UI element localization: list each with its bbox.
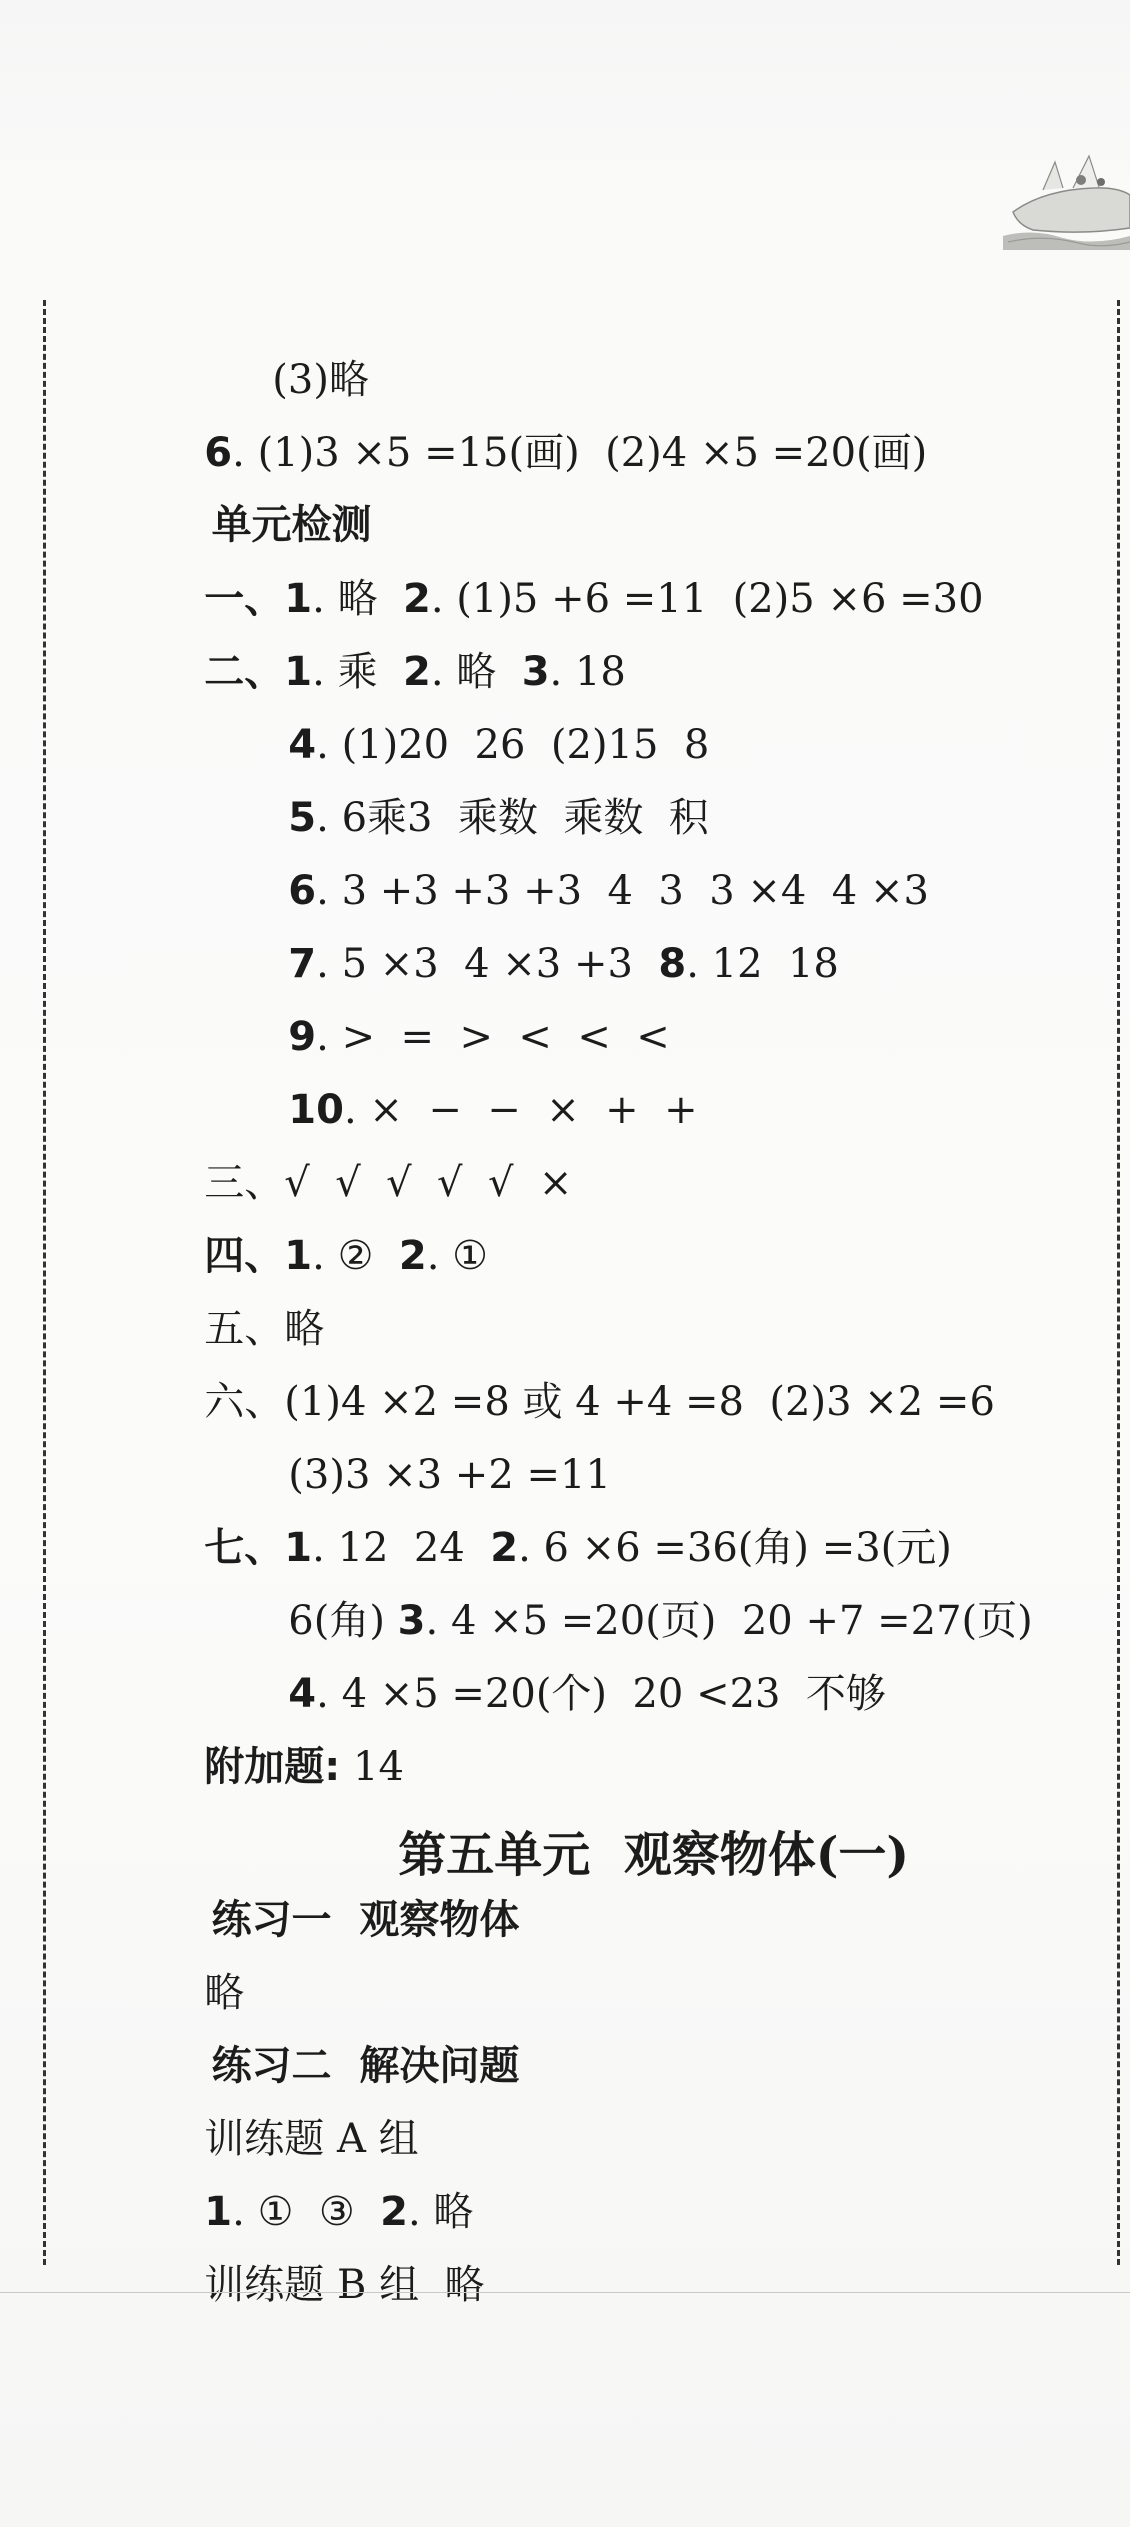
answer-text: . × − − × + +: [343, 1087, 698, 1133]
item-number: 8: [658, 941, 687, 987]
answer-text: 五、略: [204, 1306, 325, 1352]
answer-text: 6(角): [288, 1598, 398, 1644]
answer-text: . (1)5 +6 =11 (2)5 ×6 =30: [430, 576, 984, 622]
answer-text: . ②: [312, 1233, 399, 1279]
item-number: 10: [288, 1087, 344, 1133]
answer-text: 训练题 A 组: [204, 2116, 419, 2162]
answer-text: . > = > < < <: [316, 1014, 670, 1060]
answer-text: . 18: [549, 649, 626, 695]
answer-text: 六、(1)4 ×2 =8 或 4 +4 =8 (2)3 ×2 =6: [204, 1379, 995, 1425]
item-number: 2: [403, 649, 431, 695]
answer-line: [128, 2210, 485, 2360]
item-number: 2: [380, 2189, 408, 2235]
item-number: 5: [288, 795, 317, 841]
item-number: 6: [204, 430, 233, 476]
item-number: 1: [204, 2189, 233, 2235]
unit-title-text: 第五单元 观察物体(一): [398, 1827, 910, 1883]
answer-text: . 4 ×5 =20(页) 20 +7 =27(页): [425, 1598, 1033, 1644]
item-number: 7: [288, 941, 317, 987]
item-number: 6: [288, 868, 317, 914]
item-number: 二、1: [204, 649, 313, 695]
answer-text: . (1)3 ×5 =15(画) (2)4 ×5 =20(画): [232, 430, 928, 476]
answer-text: . ① ③: [232, 2189, 381, 2235]
answer-text: . 略: [312, 576, 403, 622]
left-dashed-border: [43, 300, 46, 2265]
answer-text: 三、√ √ √ √ √ ×: [204, 1160, 573, 1206]
answer-text: . 6 ×6 =36(角) =3(元): [518, 1525, 952, 1571]
item-number: 2: [490, 1525, 519, 1571]
item-number: 七、1: [204, 1525, 313, 1571]
answer-text: 训练题 B 组 略: [204, 2262, 485, 2308]
answer-text: . 5 ×3 4 ×3 +3: [316, 941, 659, 987]
answer-text: . 4 ×5 =20(个) 20 <23 不够: [316, 1671, 886, 1717]
item-number: 9: [288, 1014, 317, 1060]
answer-text: . ①: [426, 1233, 488, 1279]
answer-text: 14: [340, 1744, 404, 1790]
item-number: 2: [398, 1233, 427, 1279]
item-number: 一、1: [204, 576, 313, 622]
section-heading-text: 练习二 解决问题: [211, 2043, 520, 2089]
answer-text: . 12 24: [312, 1525, 491, 1571]
answer-text: (3)3 ×3 +2 =11: [288, 1452, 611, 1498]
item-number: 3: [521, 649, 550, 695]
right-dashed-border: [1117, 300, 1120, 2265]
answer-text: 略: [204, 1970, 245, 2016]
answer-text: . 3 +3 +3 +3 4 3 3 ×4 4 ×3: [316, 868, 929, 914]
answer-text: . 6乘3 乘数 乘数 积: [316, 795, 709, 841]
boat-illustration: [1003, 150, 1130, 250]
answer-text: . (1)20 26 (2)15 8: [316, 722, 710, 768]
item-number: 四、1: [204, 1233, 313, 1279]
item-number: 2: [403, 576, 431, 622]
bonus-label: 附加题:: [204, 1744, 341, 1790]
answer-text: . 乘: [312, 649, 403, 695]
answer-text: . 略: [430, 649, 522, 695]
section-heading-text: 单元检测: [211, 502, 372, 548]
answer-text: . 12 18: [686, 941, 839, 987]
section-heading-text: 练习一 观察物体: [211, 1897, 520, 1943]
answer-text: (3)略: [272, 357, 369, 403]
answer-text: . 略: [408, 2189, 474, 2235]
item-number: 3: [397, 1598, 426, 1644]
item-number: 4: [288, 1671, 317, 1717]
item-number: 4: [288, 722, 317, 768]
bottom-divider: [0, 2292, 1130, 2293]
